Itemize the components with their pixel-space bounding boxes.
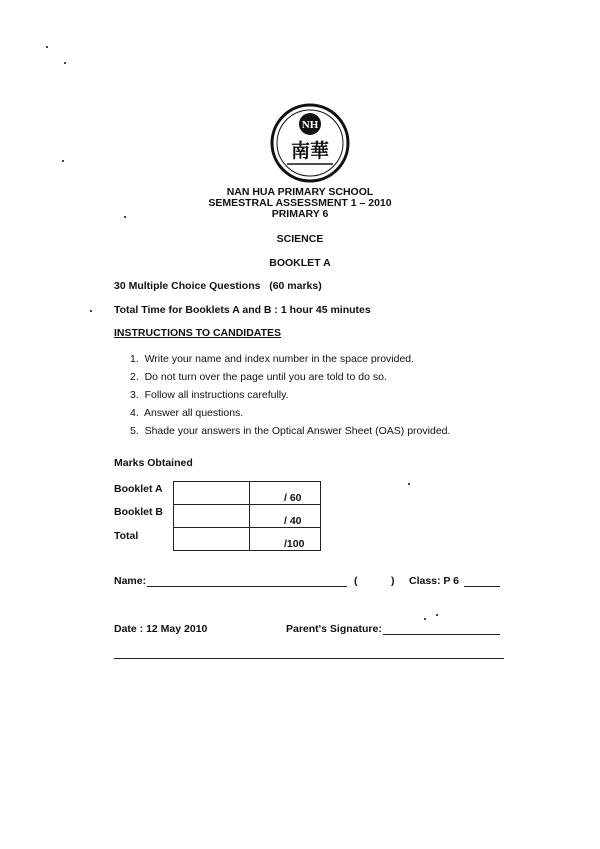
assessment-title: SEMESTRAL ASSESSMENT 1 – 2010	[208, 197, 392, 209]
max-cell: / 60	[250, 482, 321, 505]
max-cell: /100	[250, 528, 321, 551]
marks-heading: Marks Obtained	[114, 457, 193, 469]
school-logo	[269, 102, 351, 184]
index-paren-close: )	[391, 575, 395, 587]
logo-monogram: NH	[301, 119, 319, 131]
signature-label: Parent's Signature:	[286, 623, 382, 635]
max-cell: / 40	[250, 505, 321, 528]
index-paren-open: (	[354, 575, 358, 587]
row-label-total: Total	[114, 530, 139, 542]
scan-speck	[62, 160, 64, 162]
booklet-label: BOOKLET A	[269, 257, 331, 269]
scan-speck	[46, 46, 48, 48]
class-label: Class: P 6	[409, 575, 460, 587]
scan-speck	[436, 614, 438, 616]
school-name: NAN HUA PRIMARY SCHOOL	[226, 186, 374, 198]
score-cell[interactable]	[174, 528, 250, 551]
time-line: Total Time for Booklets A and B : 1 hour 45 minutes	[114, 304, 371, 316]
level: PRIMARY 6	[271, 208, 329, 220]
table-row	[174, 482, 321, 505]
table-row	[174, 505, 321, 528]
row-label-booklet-b: Booklet B	[114, 506, 164, 518]
scan-speck	[424, 618, 426, 620]
score-cell[interactable]	[174, 505, 250, 528]
subject: SCIENCE	[276, 233, 324, 245]
row-label-booklet-a: Booklet A	[114, 483, 163, 495]
class-field[interactable]	[464, 586, 500, 587]
instruction-item: 3. Follow all instructions carefully.	[130, 389, 289, 401]
questions-line: 30 Multiple Choice Questions (60 marks)	[114, 280, 322, 292]
instruction-item: 4. Answer all questions.	[130, 407, 244, 419]
scan-speck	[90, 310, 92, 312]
scan-speck	[408, 483, 410, 485]
name-label: Name:	[114, 575, 147, 587]
date: Date : 12 May 2010	[114, 623, 208, 635]
instruction-item: 5. Shade your answers in the Optical Answer Sheet (OAS) provided.	[130, 425, 451, 437]
signature-field[interactable]	[383, 634, 500, 635]
instruction-item: 2. Do not turn over the page until you are told to do so.	[130, 371, 387, 383]
instructions-list	[130, 350, 450, 440]
name-field[interactable]	[147, 586, 347, 587]
scan-speck	[64, 62, 66, 64]
instruction-item: 1. Write your name and index number in the space provided.	[130, 353, 415, 365]
instructions-heading: INSTRUCTIONS TO CANDIDATES	[114, 327, 282, 339]
logo-chinese: 南華	[290, 140, 330, 162]
table-row	[174, 528, 321, 551]
marks-table	[173, 481, 321, 551]
score-cell[interactable]	[174, 482, 250, 505]
divider	[114, 658, 504, 659]
scan-speck	[124, 216, 126, 218]
